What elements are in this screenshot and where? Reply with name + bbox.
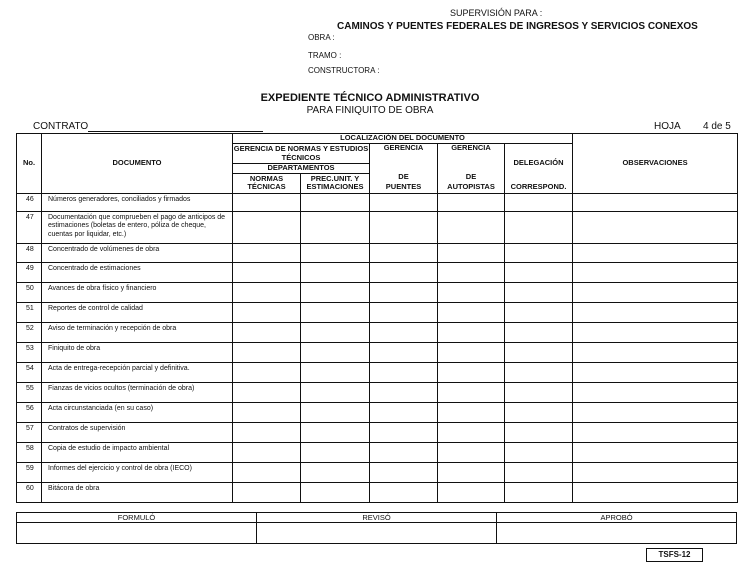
row-document: Copia de estudio de impacto ambiental <box>42 442 233 462</box>
cell-autopistas[interactable] <box>438 482 505 502</box>
cell-puentes[interactable] <box>370 211 438 243</box>
cell-normas[interactable] <box>233 462 301 482</box>
aprobo-label: APROBÓ <box>497 513 737 523</box>
cell-prec-unit[interactable] <box>301 342 370 362</box>
row-document: Finiquito de obra <box>42 342 233 362</box>
table-row <box>17 442 738 462</box>
cell-observaciones[interactable] <box>573 302 738 322</box>
row-document: Concentrado de volúmenes de obra <box>42 243 233 262</box>
cell-prec-unit[interactable] <box>301 442 370 462</box>
contrato-field[interactable] <box>88 131 263 132</box>
cell-delegacion[interactable] <box>505 282 573 302</box>
hoja-value: 4 de 5 <box>703 121 731 132</box>
row-number: 55 <box>17 382 42 402</box>
cell-prec-unit[interactable] <box>301 262 370 282</box>
formulo-signature-field[interactable] <box>17 523 257 544</box>
cell-prec-unit[interactable] <box>301 362 370 382</box>
hoja-label: HOJA <box>654 121 681 132</box>
row-number: 48 <box>17 243 42 262</box>
document-subtitle: PARA FINIQUITO DE OBRA <box>306 105 434 116</box>
cell-normas[interactable] <box>233 302 301 322</box>
row-number: 51 <box>17 302 42 322</box>
row-number: 59 <box>17 462 42 482</box>
cell-prec-unit[interactable] <box>301 402 370 422</box>
table-row <box>17 342 738 362</box>
cell-observaciones[interactable] <box>573 243 738 262</box>
cell-prec-unit[interactable] <box>301 462 370 482</box>
cell-autopistas[interactable] <box>438 322 505 342</box>
table-row <box>17 382 738 402</box>
cell-autopistas[interactable] <box>438 243 505 262</box>
cell-delegacion[interactable] <box>505 482 573 502</box>
table-row <box>17 402 738 422</box>
table-row <box>17 322 738 342</box>
cell-prec-unit[interactable] <box>301 422 370 442</box>
cell-puentes[interactable] <box>370 322 438 342</box>
table-row <box>17 282 738 302</box>
cell-delegacion[interactable] <box>505 302 573 322</box>
cell-observaciones[interactable] <box>573 362 738 382</box>
row-number: 50 <box>17 282 42 302</box>
cell-observaciones[interactable] <box>573 322 738 342</box>
row-document: Reportes de control de calidad <box>42 302 233 322</box>
cell-puentes[interactable] <box>370 262 438 282</box>
cell-delegacion[interactable] <box>505 462 573 482</box>
cell-observaciones[interactable] <box>573 422 738 442</box>
organization-name: CAMINOS Y PUENTES FEDERALES DE INGRESOS Y SERVICIOS CONEXOS <box>337 21 698 32</box>
cell-delegacion[interactable] <box>505 193 573 211</box>
row-document: Acta circunstanciada (en su caso) <box>42 402 233 422</box>
cell-autopistas[interactable] <box>438 342 505 362</box>
row-number: 46 <box>17 193 42 211</box>
cell-delegacion[interactable] <box>505 442 573 462</box>
reviso-label: REVISÓ <box>257 513 497 523</box>
cell-prec-unit[interactable] <box>301 382 370 402</box>
delegacion-header: DELEGACIÓN <box>505 144 573 183</box>
cell-observaciones[interactable] <box>573 262 738 282</box>
cell-normas[interactable] <box>233 342 301 362</box>
cell-delegacion[interactable] <box>505 262 573 282</box>
row-document: Números generadores, conciliados y firmados <box>42 193 233 211</box>
cell-autopistas[interactable] <box>438 282 505 302</box>
row-number: 53 <box>17 342 42 362</box>
aprobo-signature-field[interactable] <box>497 523 737 544</box>
cell-prec-unit[interactable] <box>301 282 370 302</box>
cell-puentes[interactable] <box>370 382 438 402</box>
cell-autopistas[interactable] <box>438 262 505 282</box>
row-document: Acta de entrega-recepción parcial y definitiva. <box>42 362 233 382</box>
cell-autopistas[interactable] <box>438 302 505 322</box>
de-autopistas: DE <box>438 173 505 182</box>
cell-normas[interactable] <box>233 402 301 422</box>
cell-puentes[interactable] <box>370 342 438 362</box>
cell-prec-unit[interactable] <box>301 243 370 262</box>
cell-puentes[interactable] <box>370 422 438 442</box>
reviso-signature-field[interactable] <box>257 523 497 544</box>
cell-prec-unit[interactable] <box>301 322 370 342</box>
cell-observaciones[interactable] <box>573 193 738 211</box>
cell-prec-unit[interactable] <box>301 193 370 211</box>
document-title: EXPEDIENTE TÉCNICO ADMINISTRATIVO <box>260 92 480 104</box>
row-document: Bitácora de obra <box>42 482 233 502</box>
cell-delegacion[interactable] <box>505 322 573 342</box>
cell-observaciones[interactable] <box>573 382 738 402</box>
puentes-header: PUENTES <box>370 182 438 193</box>
cell-autopistas[interactable] <box>438 422 505 442</box>
cell-normas[interactable] <box>233 382 301 402</box>
documents-table <box>16 133 738 503</box>
supervision-label: SUPERVISIÓN PARA : <box>450 8 543 18</box>
cell-autopistas[interactable] <box>438 193 505 211</box>
col-observaciones-header: OBSERVACIONES <box>573 134 738 194</box>
cell-observaciones[interactable] <box>573 482 738 502</box>
cell-normas[interactable] <box>233 322 301 342</box>
table-row <box>17 482 738 502</box>
cell-prec-unit[interactable] <box>301 302 370 322</box>
cell-puentes[interactable] <box>370 442 438 462</box>
table-row <box>17 193 738 211</box>
table-row <box>17 422 738 442</box>
cell-normas[interactable] <box>233 193 301 211</box>
row-document: Concentrado de estimaciones <box>42 262 233 282</box>
cell-observaciones[interactable] <box>573 342 738 362</box>
correspond-header: CORRESPOND. <box>505 182 573 193</box>
cell-autopistas[interactable] <box>438 402 505 422</box>
cell-prec-unit[interactable] <box>301 482 370 502</box>
cell-normas[interactable] <box>233 282 301 302</box>
cell-normas[interactable] <box>233 243 301 262</box>
row-document: Informes del ejercicio y control de obra (IECO) <box>42 462 233 482</box>
cell-puentes[interactable] <box>370 402 438 422</box>
cell-delegacion[interactable] <box>505 422 573 442</box>
col-no-header: No. <box>17 134 42 194</box>
cell-autopistas[interactable] <box>438 382 505 402</box>
row-document: Contratos de supervisión <box>42 422 233 442</box>
gerencia-normas-header: GERENCIA DE NORMAS Y ESTUDIOS TÉCNICOS <box>233 143 369 162</box>
cell-delegacion[interactable] <box>505 342 573 362</box>
cell-delegacion[interactable] <box>505 243 573 262</box>
row-number: 49 <box>17 262 42 282</box>
autopistas-header: AUTOPISTAS <box>438 182 505 193</box>
cell-autopistas[interactable] <box>438 211 505 243</box>
table-row <box>17 211 738 243</box>
table-row <box>17 302 738 322</box>
cell-puentes[interactable] <box>370 302 438 322</box>
cell-puentes[interactable] <box>370 482 438 502</box>
row-number: 47 <box>17 211 42 243</box>
row-number: 60 <box>17 482 42 502</box>
row-number: 57 <box>17 422 42 442</box>
row-number: 58 <box>17 442 42 462</box>
cell-autopistas[interactable] <box>438 442 505 462</box>
cell-delegacion[interactable] <box>505 382 573 402</box>
cell-observaciones[interactable] <box>573 462 738 482</box>
cell-puentes[interactable] <box>370 193 438 211</box>
row-number: 54 <box>17 362 42 382</box>
table-row <box>17 243 738 262</box>
cell-normas[interactable] <box>233 211 301 243</box>
cell-autopistas[interactable] <box>438 462 505 482</box>
formulo-label: FORMULÓ <box>17 513 257 523</box>
gerencia-autopistas-top: GERENCIA <box>438 144 505 174</box>
tramo-label: TRAMO : <box>308 51 342 60</box>
row-document: Documentación que comprueben el pago de anticipos de estimaciones (boletas de entero, póliza de cheque, cuentas por liquidar, etc.) <box>42 211 233 243</box>
departamentos-header: DEPARTAMENTOS <box>233 164 370 174</box>
row-number: 52 <box>17 322 42 342</box>
cell-observaciones[interactable] <box>573 211 738 243</box>
de-puentes: DE <box>370 173 438 182</box>
cell-observaciones[interactable] <box>573 442 738 462</box>
cell-delegacion[interactable] <box>505 362 573 382</box>
contrato-label: CONTRATO <box>33 121 89 132</box>
signature-table <box>16 512 737 544</box>
prec-unit-header: PREC.UNIT. Y ESTIMACIONES <box>301 173 370 193</box>
cell-normas[interactable] <box>233 262 301 282</box>
cell-puentes[interactable] <box>370 243 438 262</box>
cell-observaciones[interactable] <box>573 402 738 422</box>
gerencia-puentes-top: GERENCIA <box>370 144 438 174</box>
cell-normas[interactable] <box>233 482 301 502</box>
cell-autopistas[interactable] <box>438 362 505 382</box>
cell-prec-unit[interactable] <box>301 211 370 243</box>
col-documento-header: DOCUMENTO <box>42 134 233 194</box>
cell-puentes[interactable] <box>370 462 438 482</box>
row-document: Fianzas de vicios ocultos (terminación de obra) <box>42 382 233 402</box>
table-row <box>17 462 738 482</box>
normas-tecnicas-header: NORMAS TÉCNICAS <box>233 173 301 193</box>
cell-delegacion[interactable] <box>505 211 573 243</box>
form-code: TSFS-12 <box>646 548 703 562</box>
cell-observaciones[interactable] <box>573 282 738 302</box>
cell-puentes[interactable] <box>370 362 438 382</box>
cell-normas[interactable] <box>233 362 301 382</box>
cell-normas[interactable] <box>233 442 301 462</box>
cell-puentes[interactable] <box>370 282 438 302</box>
obra-label: OBRA : <box>308 33 335 42</box>
localizacion-header: LOCALIZACIÓN DEL DOCUMENTO <box>233 134 573 144</box>
row-document: Avances de obra físico y financiero <box>42 282 233 302</box>
row-document: Aviso de terminación y recepción de obra <box>42 322 233 342</box>
row-number: 56 <box>17 402 42 422</box>
cell-normas[interactable] <box>233 422 301 442</box>
table-row <box>17 262 738 282</box>
cell-delegacion[interactable] <box>505 402 573 422</box>
table-row <box>17 362 738 382</box>
constructora-label: CONSTRUCTORA : <box>308 66 380 75</box>
